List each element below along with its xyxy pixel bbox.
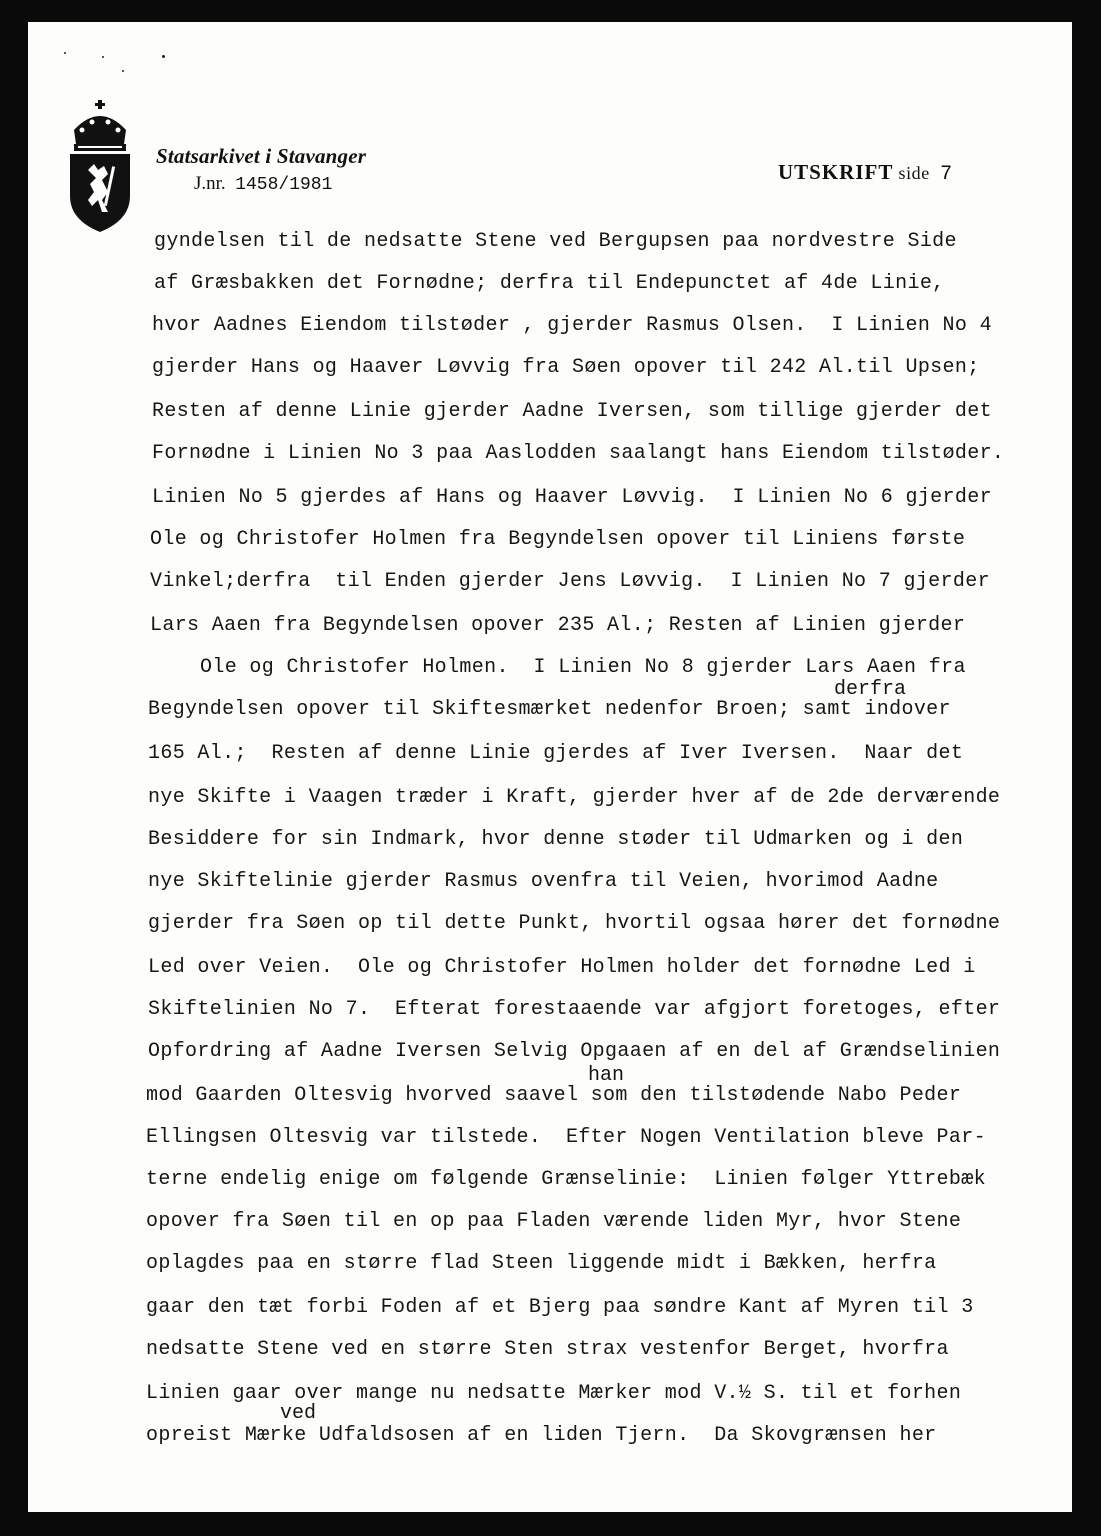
text-line: Linien gaar over mange nu nedsatte Mærker mod V.½ S. til et forhen [146,1382,962,1405]
text-line: gaar den tæt forbi Foden af et Bjerg paa søndre Kant af Myren til 3 [146,1296,974,1319]
text-line: Ellingsen Oltesvig var tilstede. Efter Nogen Ventilation bleve Par- [146,1126,986,1149]
journal-number-value: 1458/1981 [235,175,333,195]
archive-name: Statsarkivet i Stavanger [156,144,367,168]
text-line: Linien No 5 gjerdes af Hans og Haaver Løvvig. I Linien No 6 gjerder [152,486,992,509]
text-line: hvor Aadnes Eiendom tilstøder , gjerder Rasmus Olsen. I Linien No 4 [152,314,992,337]
text-line: Besiddere for sin Indmark, hvor denne støder til Udmarken og i den [148,828,964,851]
text-line: gjerder Hans og Haaver Løvvig fra Søen opover til 242 Al.til Upsen; [152,356,980,379]
text-line: Vinkel;derfra til Enden gjerder Jens Løvvig. I Linien No 7 gjerder [150,570,990,593]
paper-speck [64,52,66,54]
text-line: Begyndelsen opover til Skiftesmærket nedenfor Broen; samt indover [148,698,951,721]
text-line: Skiftelinien No 7. Efterat forestaaende var afgjort foretoges, efter [148,998,1001,1021]
text-line: 165 Al.; Resten af denne Linie gjerdes af Iver Iversen. Naar det [148,742,964,765]
document-page [28,22,1072,1512]
side-label: side [898,163,930,183]
transcript-label: UTSKRIFT [778,160,894,184]
text-line: Led over Veien. Ole og Christofer Holmen holder det fornødne Led i [148,956,976,979]
coat-of-arms-icon [68,100,132,232]
page-label [778,160,953,186]
text-line: Fornødne i Linien No 3 paa Aaslodden saalangt hans Eiendom tilstøder. [152,442,1005,465]
text-line: opreist Mærke Udfaldsosen af en liden Tjern. Da Skovgrænsen her [146,1424,937,1447]
text-line: nedsatte Stene ved en større Sten strax vestenfor Berget, hvorfra [146,1338,949,1361]
text-line: oplagdes paa en større flad Steen liggende midt i Bækken, herfra [146,1252,937,1275]
text-line: Lars Aaen fra Begyndelsen opover 235 Al.; Resten af Linien gjerder [150,614,966,637]
inserted-word-ved: ved [280,1402,317,1425]
page-number: 7 [940,163,953,186]
paper-speck [162,55,165,58]
journal-number-label: J.nr. [194,173,226,194]
paper-speck [122,70,124,72]
journal-number [194,173,332,195]
text-line: mod Gaarden Oltesvig hvorved saavel som den tilstødende Nabo Peder [146,1084,962,1107]
text-line: Ole og Christofer Holmen fra Begyndelsen opover til Liniens første [150,528,966,551]
text-line: gyndelsen til de nedsatte Stene ved Bergupsen paa nordvestre Side [154,230,957,253]
paper-speck [102,56,104,58]
inserted-word-han: han [588,1064,625,1087]
text-line: af Græsbakken det Fornødne; derfra til Endepunctet af 4de Linie, [154,272,945,295]
text-line: opover fra Søen til en op paa Fladen værende liden Myr, hvor Stene [146,1210,962,1233]
inserted-word-derfra: derfra [834,678,907,701]
text-line: Resten af denne Linie gjerder Aadne Iversen, som tillige gjerder det [152,400,992,423]
text-line: gjerder fra Søen op til dette Punkt, hvortil ogsaa hører det fornødne [148,912,1001,935]
text-line: nye Skifte i Vaagen træder i Kraft, gjerder hver af de 2de derværende [148,786,1001,809]
text-line: Ole og Christofer Holmen. I Linien No 8 gjerder Lars Aaen fra [200,656,966,679]
text-line: terne endelig enige om følgende Grænselinie: Linien følger Yttrebæk [146,1168,986,1191]
text-line: nye Skiftelinie gjerder Rasmus ovenfra til Veien, hvorimod Aadne [148,870,939,893]
text-line: Opfordring af Aadne Iversen Selvig Opgaaen af en del af Grændselinien [148,1040,1001,1063]
